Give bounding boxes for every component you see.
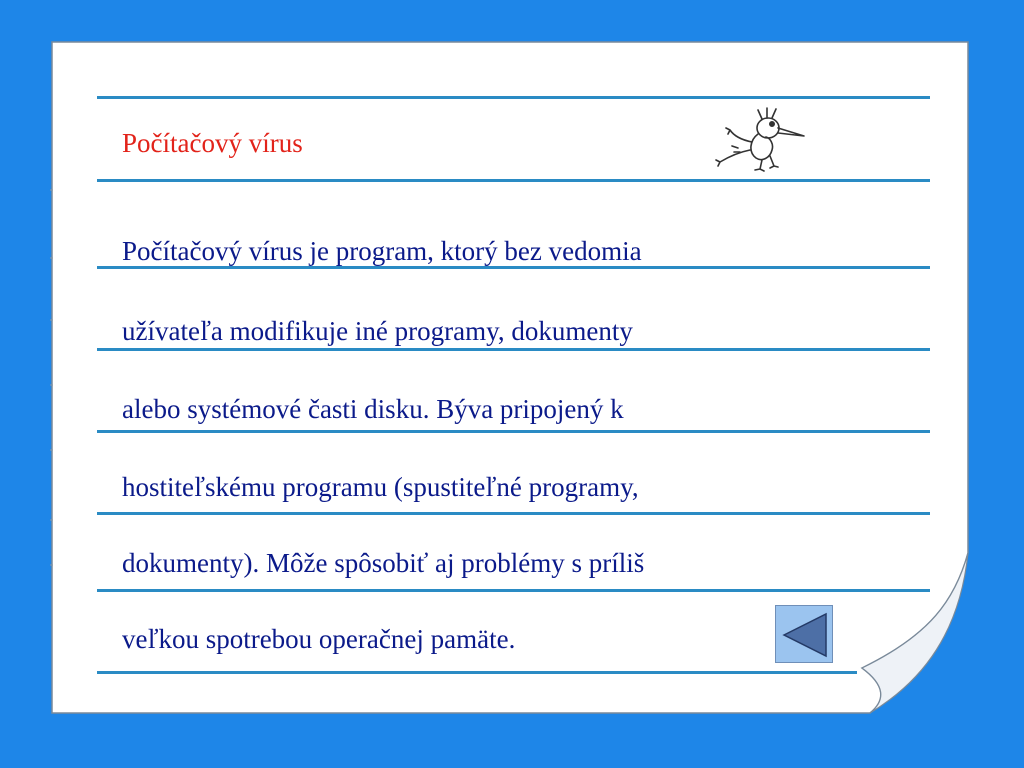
rule-line	[97, 96, 930, 99]
rule-line	[97, 512, 930, 515]
back-button[interactable]	[775, 605, 833, 663]
text-line-1: Počítačový vírus je program, ktorý bez vedomia	[122, 236, 642, 266]
triangle-left-icon	[776, 606, 834, 664]
text-line-4: hostiteľskému programu (spustiteľné programy,	[122, 472, 639, 502]
rule-line	[97, 179, 930, 182]
rule-line	[97, 430, 930, 433]
rule-line	[97, 266, 930, 269]
text-line-3: alebo systémové časti disku. Býva pripojený k	[122, 394, 624, 424]
text-line-6: veľkou spotrebou operačnej pamäte.	[122, 624, 516, 654]
rule-line	[97, 671, 857, 674]
bird-mascot-icon	[712, 106, 808, 172]
slide-title: Počítačový vírus	[122, 128, 303, 158]
rule-line	[97, 589, 930, 592]
rule-line	[97, 348, 930, 351]
text-line-5: dokumenty). Môže spôsobiť aj problémy s príliš	[122, 548, 645, 578]
text-line-2: užívateľa modifikuje iné programy, dokumenty	[122, 316, 633, 346]
